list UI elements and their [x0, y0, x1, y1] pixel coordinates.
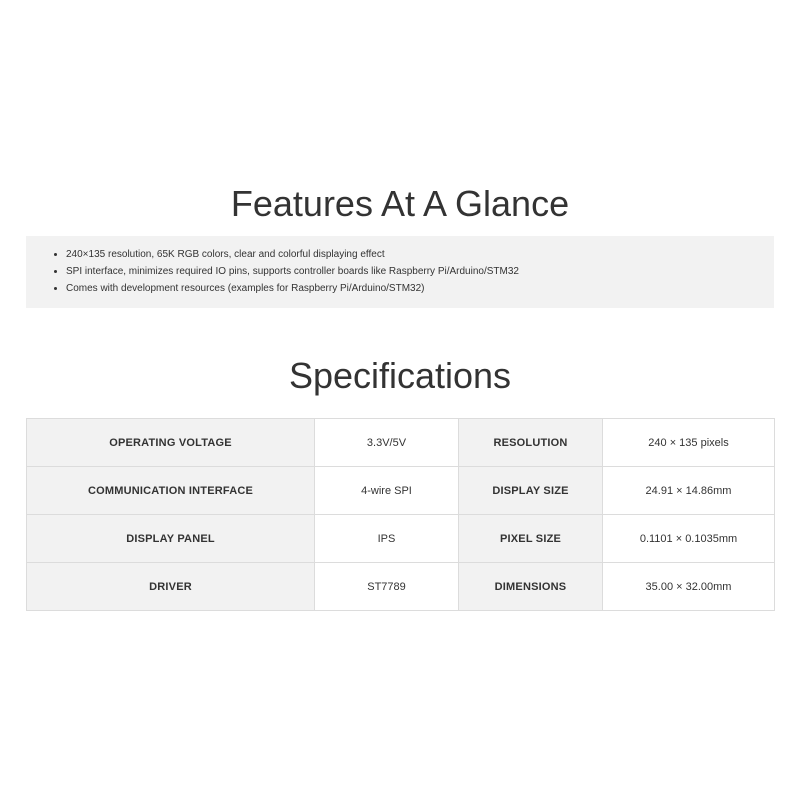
- spec-value: 240 × 135 pixels: [603, 419, 775, 467]
- specifications-table: [26, 418, 775, 611]
- spec-label: COMMUNICATION INTERFACE: [27, 467, 315, 515]
- spec-value: 24.91 × 14.86mm: [603, 467, 775, 515]
- spec-value: 4-wire SPI: [315, 467, 459, 515]
- table-row: [27, 563, 775, 611]
- spec-label: PIXEL SIZE: [459, 515, 603, 563]
- spec-label: DISPLAY PANEL: [27, 515, 315, 563]
- spec-label: DIMENSIONS: [459, 563, 603, 611]
- table-row: [27, 419, 775, 467]
- features-box: [26, 236, 774, 308]
- spec-label: OPERATING VOLTAGE: [27, 419, 315, 467]
- spec-value: 35.00 × 32.00mm: [603, 563, 775, 611]
- table-row: [27, 467, 775, 515]
- spec-label: RESOLUTION: [459, 419, 603, 467]
- features-title: Features At A Glance: [230, 183, 570, 224]
- spec-value: ST7789: [315, 563, 459, 611]
- feature-item: • 240×135 resolution, 65K RGB colors, clear and colorful displaying effect: [66, 246, 774, 263]
- spec-label: DRIVER: [27, 563, 315, 611]
- features-list: [54, 246, 774, 297]
- feature-item: • SPI interface, minimizes required IO pins, supports controller boards like Raspberry Pi/Arduino/STM32: [66, 263, 774, 280]
- specifications-title: Specifications: [288, 355, 512, 396]
- feature-item: • Comes with development resources (examples for Raspberry Pi/Arduino/STM32): [66, 280, 774, 297]
- spec-value: 3.3V/5V: [315, 419, 459, 467]
- spec-label: DISPLAY SIZE: [459, 467, 603, 515]
- spec-value: 0.1101 × 0.1035mm: [603, 515, 775, 563]
- table-row: [27, 515, 775, 563]
- spec-value: IPS: [315, 515, 459, 563]
